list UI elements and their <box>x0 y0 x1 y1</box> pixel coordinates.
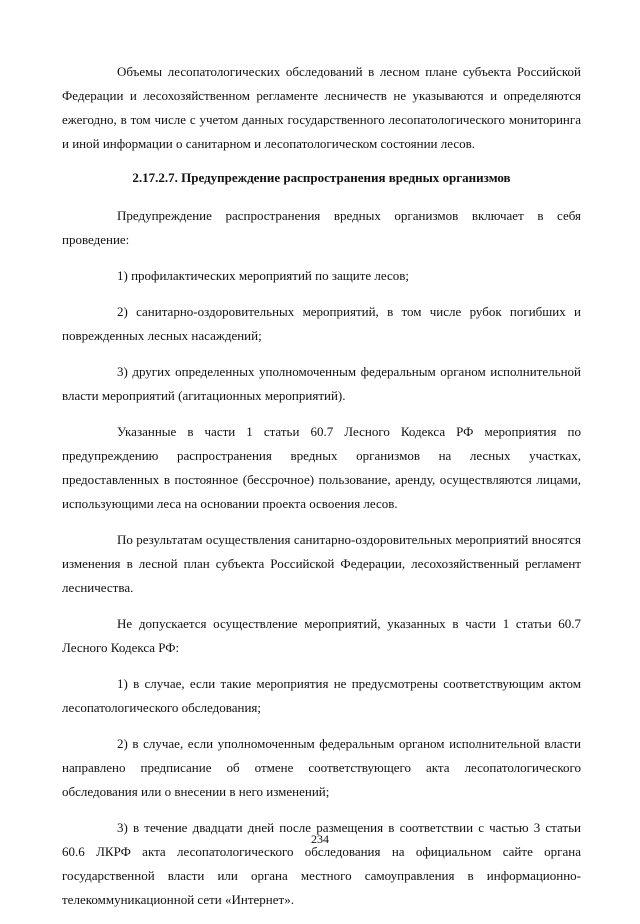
condition-item-2: 2) в случае, если уполномоченным федеральным органом исполнительной власти направлено предписание об отмене соответствующего акта лесопатологического обследования или о внесении в него изменений; <box>62 736 581 799</box>
body-text <box>62 60 581 924</box>
condition-item-1: 1) в случае, если такие мероприятия не предусмотрены соответствующим актом лесопатологического обследования; <box>62 676 581 715</box>
list-item-2: 2) санитарно-оздоровительных мероприятий, в том числе рубок погибших и поврежденных лесных насаждений; <box>62 304 581 343</box>
paragraph-prevention-intro: Предупреждение распространения вредных организмов включает в себя проведение: <box>62 208 581 247</box>
condition-item-3: 3) в течение двадцати дней после размещения в соответствии с частью 3 статьи 60.6 ЛКРФ акта лесопатологического обследования на официальном сайте органа государственной власти или органа местного самоуправления в информационно-телекоммуникационной сети «Интернет». <box>62 820 581 907</box>
list-item-3: 3) других определенных уполномоченным федеральным органом исполнительной власти мероприятий (агитационных мероприятий). <box>62 364 581 403</box>
paragraph-not-allowed: Не допускается осуществление мероприятий, указанных в части 1 статьи 60.7 Лесного Кодекса РФ: <box>62 616 581 655</box>
paragraph-survey-volumes: Объемы лесопатологических обследований в лесном плане субъекта Российской Федерации и лесохозяйственном регламенте лесничеств не указываются и определяются ежегодно, в том числе с учетом данных государственного лесопатологического мониторинга и иной информации о санитарном и лесопатологическом состоянии лесов. <box>62 64 581 151</box>
paragraph-results: По результатам осуществления санитарно-оздоровительных мероприятий вносятся изменения в лесной план субъекта Российской Федерации, лесохозяйственный регламент лесничества. <box>62 532 581 595</box>
list-item-1: 1) профилактических мероприятий по защите лесов; <box>117 268 409 283</box>
section-heading: 2.17.2.7. Предупреждение распространения вредных организмов <box>132 170 511 185</box>
page-number: 234 <box>311 832 329 846</box>
paragraph-article-60-7: Указанные в части 1 статьи 60.7 Лесного Кодекса РФ мероприятия по предупреждению распространения вредных организмов на лесных участках, предоставленных в постоянное (бессрочное) пользование, аренду, осуществляются лицами, использующими леса на основании проекта освоения лесов. <box>62 424 581 511</box>
